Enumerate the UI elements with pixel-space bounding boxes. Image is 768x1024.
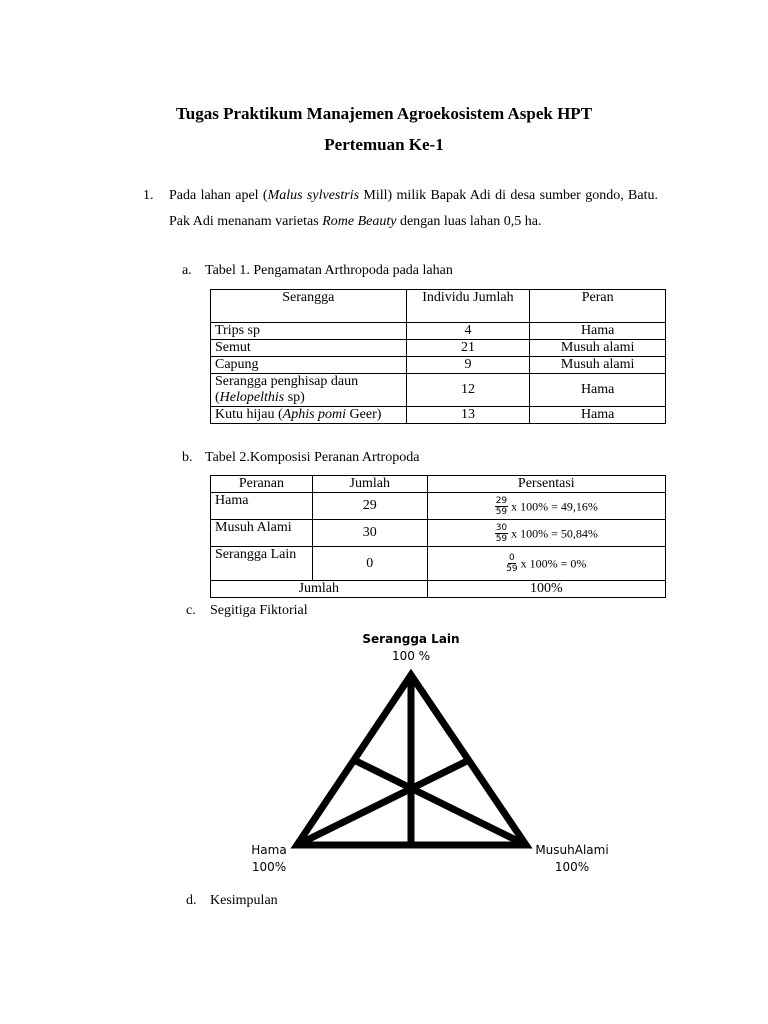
header-peranan: Peranan — [211, 476, 313, 493]
table-row: Trips sp 4 Hama — [211, 323, 666, 340]
document-title: Tugas Praktikum Manajemen Agroekosistem Aspek HPT — [175, 104, 593, 123]
section-b-marker: b. — [182, 450, 193, 465]
table2-caption: Tabel 2.Komposisi Peranan Artropoda — [205, 450, 420, 465]
table-row: Semut 21 Musuh alami — [211, 340, 666, 357]
table-row: Hama 29 $\frac{29}{59}$ x 100% = 49,16% — [211, 493, 666, 520]
header-jumlah: Jumlah — [312, 476, 427, 493]
conclusion-heading: Kesimpulan — [210, 893, 278, 908]
vertex-right-label: MusuhAlami 100% — [535, 843, 609, 874]
vertex-left-label: Hama 100% — [251, 843, 287, 874]
header-serangga: Serangga — [211, 290, 407, 323]
header-individu-jumlah: Individu Jumlah — [406, 290, 530, 323]
section-a-marker: a. — [182, 263, 192, 278]
table-total-row: Jumlah 100% — [211, 581, 666, 598]
table-row: Kutu hijau (Aphis pomi Geer) 13 Hama — [211, 407, 666, 424]
question-text: Pada lahan apel (Malus sylvestris Mill) milik Bapak Adi di desa sumber gondo, Batu. Pak Adi menanam varietas Rome Beauty dengan luas lahan 0,5 ha. — [169, 188, 658, 229]
header-peran: Peran — [530, 290, 666, 323]
percentage-cell: $\frac{0}{59}$ x 100% = 0% — [427, 547, 665, 581]
table-row: Serangga penghisap daun (Helopelthis sp) 12 Hama — [211, 374, 666, 407]
vertex-top-label: Serangga Lain 100 % — [362, 632, 460, 663]
table-row: Capung 9 Musuh alami — [211, 357, 666, 374]
table-row: Musuh Alami 30 $\frac{30}{59}$ x 100% = 50,84% — [211, 520, 666, 547]
question-number: 1. — [143, 188, 154, 203]
percentage-cell: $\frac{30}{59}$ x 100% = 50,84% — [427, 520, 665, 547]
triangle-caption: Segitiga Fiktorial — [210, 603, 308, 618]
section-c-marker: c. — [186, 603, 196, 618]
table-row: Serangga Lain 0 $\frac{0}{59}$ x 100% = 0% — [211, 547, 666, 581]
header-persentasi: Persentasi — [427, 476, 665, 493]
percentage-cell: $\frac{29}{59}$ x 100% = 49,16% — [427, 493, 665, 520]
section-d-marker: d. — [186, 893, 197, 908]
document-subtitle: Pertemuan Ke-1 — [324, 135, 444, 154]
table1-caption: Tabel 1. Pengamatan Arthropoda pada lahan — [205, 263, 453, 278]
